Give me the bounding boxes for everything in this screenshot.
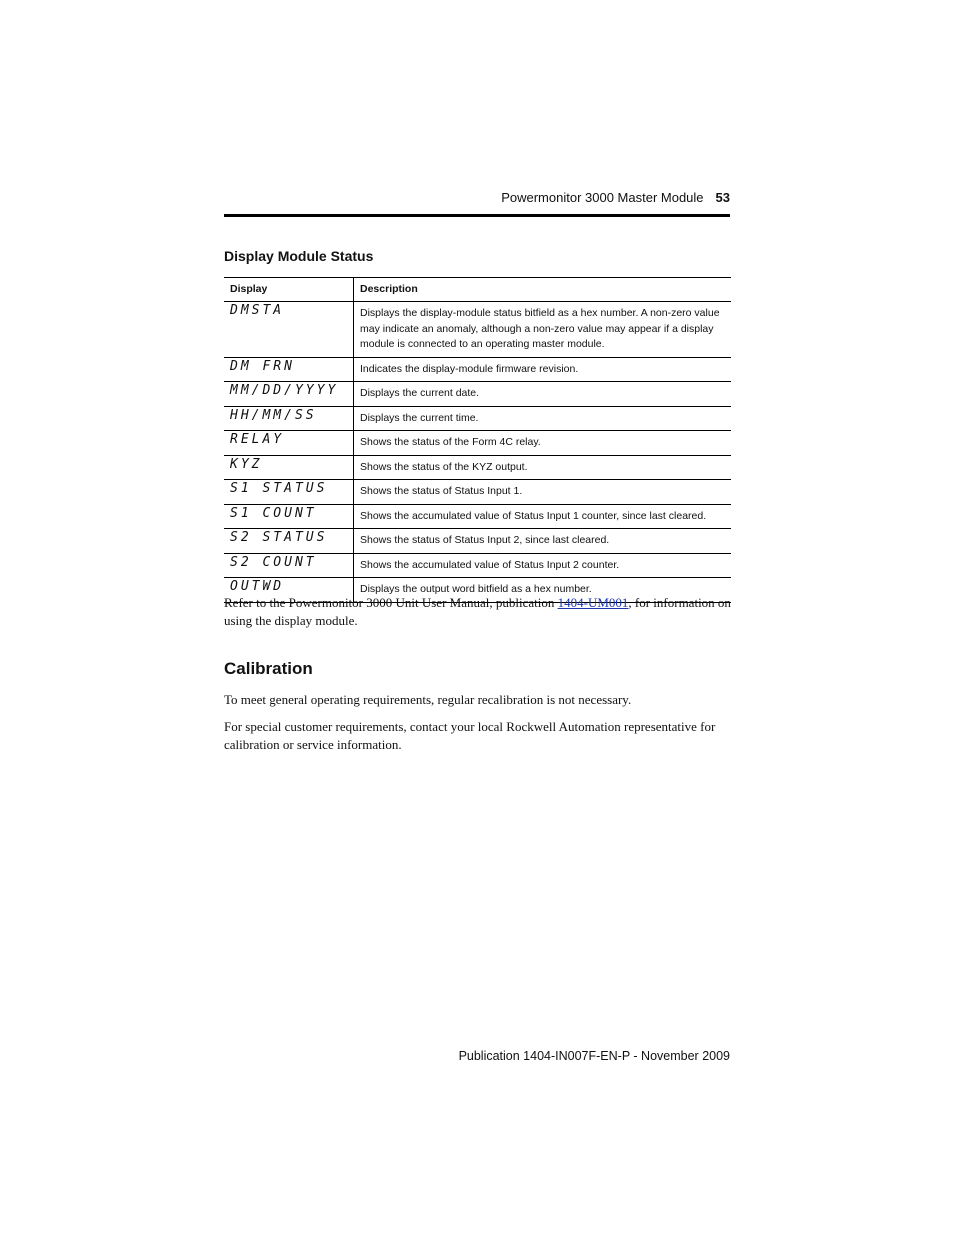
description-cell: Displays the output word bitfield as a hex number.: [354, 578, 732, 603]
lcd-text: DMSTA: [230, 303, 285, 318]
display-cell: [224, 480, 354, 505]
lcd-text: KYZ: [230, 456, 263, 472]
table-row: [224, 504, 731, 529]
refer-text-before: Refer to the Powermonitor 3000 Unit User Manual, publication: [224, 595, 558, 610]
table-row: [224, 480, 731, 505]
description-cell: Shows the status of Status Input 2, since last cleared.: [354, 529, 732, 554]
display-cell: [224, 382, 354, 407]
table-header-row: [224, 278, 731, 302]
header-title: Powermonitor 3000 Master Module: [501, 190, 704, 205]
lcd-text: S2 STATUS: [230, 530, 328, 545]
calibration-heading: Calibration: [224, 659, 313, 678]
description-cell: Shows the accumulated value of Status Input 2 counter.: [354, 553, 732, 578]
description-cell: Shows the status of Status Input 1.: [354, 480, 732, 505]
lcd-text: MM/DD/YYYY: [230, 383, 339, 398]
lcd-text: S1 COUNT: [230, 505, 317, 521]
display-cell: [224, 406, 354, 431]
column-header-description: Description: [354, 278, 732, 302]
header-rule: [224, 214, 730, 217]
description-cell: Displays the current date.: [354, 382, 732, 407]
table-row: [224, 357, 731, 382]
display-cell: [224, 553, 354, 578]
publication-link[interactable]: 1404-UM001: [557, 595, 629, 610]
lcd-text: DM FRN: [230, 358, 295, 374]
table-row: [224, 406, 731, 431]
column-header-display: Display: [224, 278, 354, 302]
table-row: [224, 553, 731, 578]
display-cell: [224, 529, 354, 554]
display-cell: [224, 455, 354, 480]
table-row: [224, 529, 731, 554]
lcd-text: S1 STATUS: [230, 481, 328, 496]
calibration-paragraph-2: For special customer requirements, contact your local Rockwell Automation representative for calibration or service information.: [224, 719, 716, 752]
lcd-text: S2 COUNT: [230, 554, 317, 570]
section-heading: Display Module Status: [224, 248, 374, 264]
display-status-table: [224, 277, 731, 603]
lcd-text: OUTWD: [230, 579, 285, 594]
description-cell: Indicates the display-module firmware revision.: [354, 357, 732, 382]
footer-publication: Publication 1404-IN007F-EN-P - November 2009: [458, 1049, 730, 1063]
lcd-text: HH/MM/SS: [230, 407, 317, 423]
description-cell: Displays the current time.: [354, 406, 732, 431]
display-cell: [224, 302, 354, 358]
running-header: [224, 190, 730, 210]
description-cell: Shows the status of the KYZ output.: [354, 455, 732, 480]
table-row: [224, 382, 731, 407]
description-cell: Displays the display-module status bitfield as a hex number. A non-zero value may indicate an anomaly, although a non-zero value may appear if a display module is connected to an operating master module.: [354, 302, 732, 358]
description-cell: Shows the status of the Form 4C relay.: [354, 431, 732, 456]
display-cell: [224, 431, 354, 456]
calibration-paragraph-1: To meet general operating requirements, regular recalibration is not necessary.: [224, 692, 632, 707]
table-row: [224, 302, 731, 358]
table-row: [224, 431, 731, 456]
display-cell: [224, 504, 354, 529]
refer-text-after: , for information on using the display module.: [224, 595, 731, 628]
table-row: [224, 455, 731, 480]
display-cell: [224, 357, 354, 382]
description-cell: Shows the accumulated value of Status Input 1 counter, since last cleared.: [354, 504, 732, 529]
page-number: 53: [715, 190, 730, 205]
refer-paragraph: [224, 594, 734, 629]
lcd-text: RELAY: [230, 432, 285, 447]
